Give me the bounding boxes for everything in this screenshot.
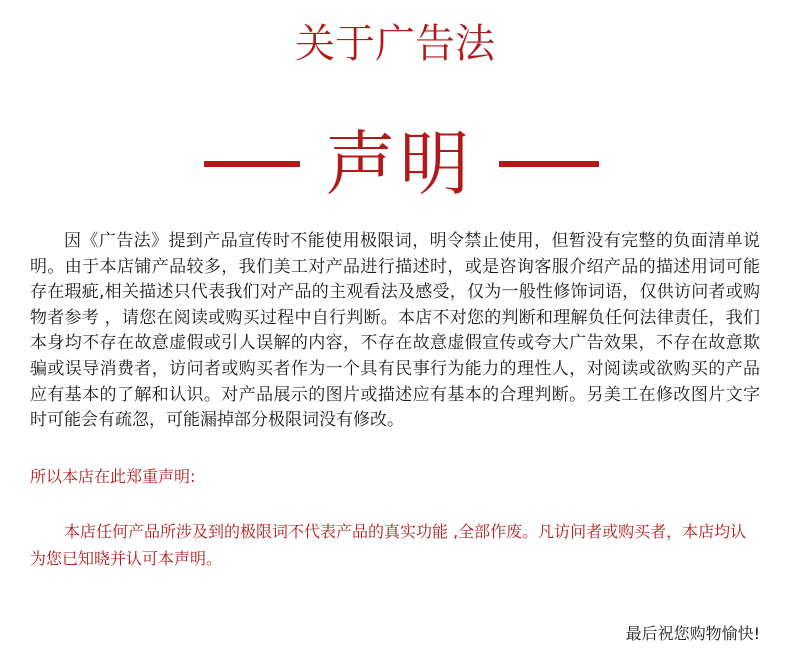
page-title: 关于广告法 (295, 21, 495, 67)
explanation-paragraph: 因《广告法》提到产品宣传时不能使用极限词，明令禁止使用，但暂没有完整的负面清单说明。由于本店铺产品较多，我们美工对产品进行描述时，或是咨询客服介绍产品的描述用词可能存在瑕疵,相关描述只代表我们对产品的主观看法及感受，仅为一般性修饰词语，仅供访问者或购物者参考 ，请您在阅读或购买过程中自行判断。本店不对您的判断和理解负任何法律责任，我们本身均不存在故意虚假或引人误解的内容，不存在故意虚假宣传或夸大广告效果，不存在故意欺骗或误导消费者，访问者或购买者作为一个具有民事行为能力的理性人，对阅读或欲购买的产品应有基本的了解和认识。对产品展示的图片或描述应有基本的合理判断。另美工在修改图片文字时可能会有疏忽，可能漏掉部分极限词没有修改。 (30, 231, 760, 431)
declaration-heading: 声明 (325, 123, 474, 205)
notice-paragraph: 本店任何产品所涉及到的极限词不代表产品的真实功能 ,全部作废。凡访问者或购买者，本店均认为您已知晓并认可本声明。 (30, 522, 747, 568)
declaration-banner (0, 118, 790, 210)
left-dash-decoration (204, 161, 300, 167)
right-dash-decoration (499, 161, 599, 167)
notice-heading: 所以本店在此郑重声明: (30, 467, 196, 486)
closing-message: 最后祝您购物愉快! (625, 624, 760, 643)
